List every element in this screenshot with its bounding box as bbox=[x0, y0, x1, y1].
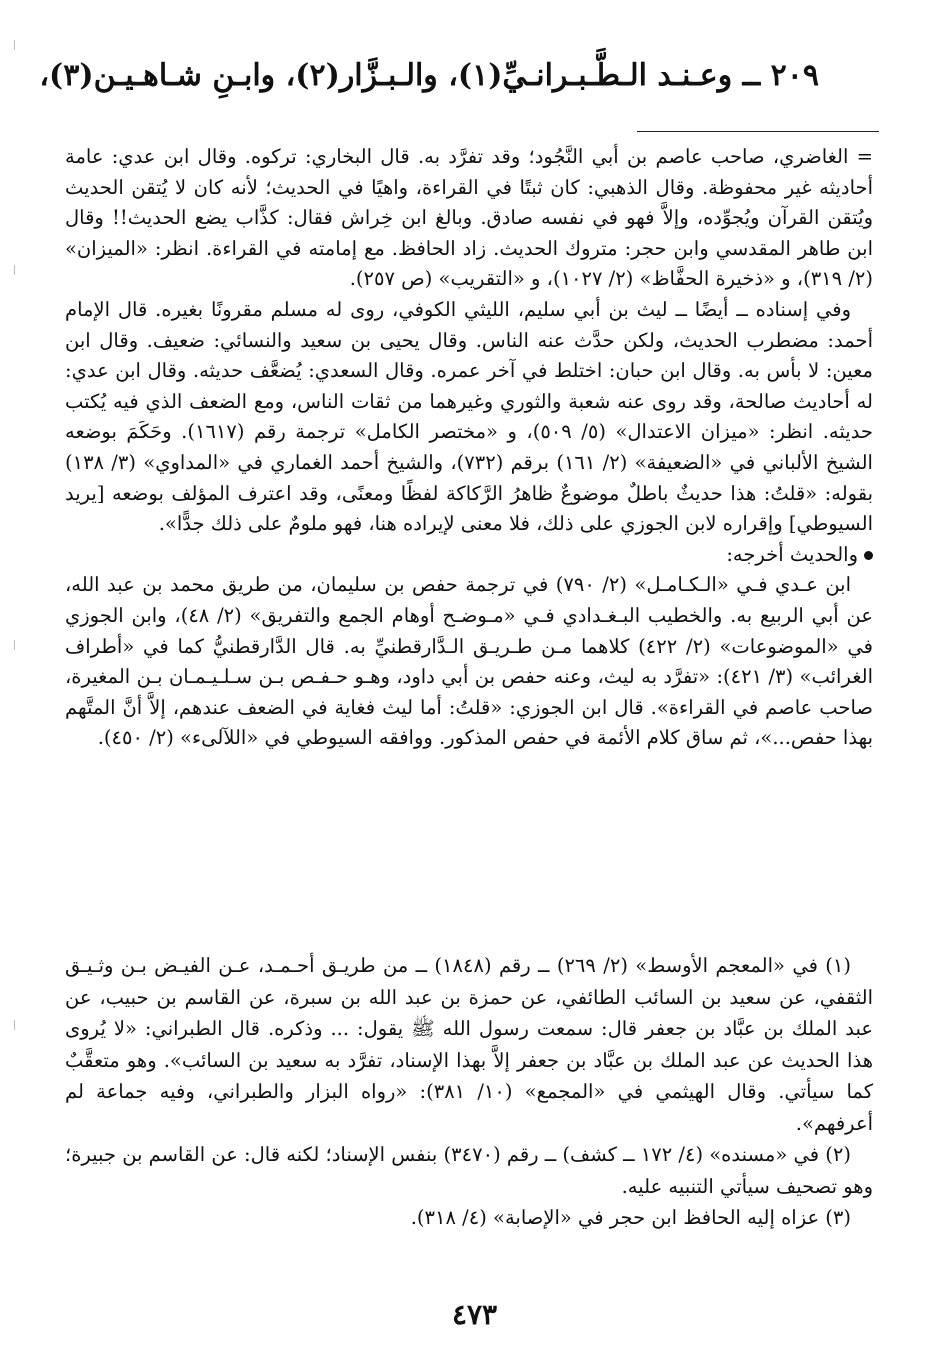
separator-rule bbox=[637, 131, 879, 132]
isnad-note-paragraph: وفي إسناده ــ أيضًا ــ ليث بن أبي سليم، الليثي الكوفي، روى له مسلم مقرونًا بغيره. قال الإمام أحمد: مضطرب الحديث، ولكن حدَّث عنه الناس. وقال يحيى بن سعيد والنسائي: ضعيف. وقال ابن معين: لا بأس به. وقال ابن حبان: اختلط في آخر عمره. وقال السعدي: يُضعَّف حديثه. وقال ابن عدي: له أحاديث صالحة، وقد روى عنه شعبة والثوري وغيرهما من ثقات الناس، ومع الضعف الذي فيه يُكتب حديثه. انظر: «ميزان الاعتدال» (٥/ ٥٠٩)، و «مختصر الكامل» ترجمة رقم (١٦١٧). وحَكَمَ بوضعه الشيخ الألباني في «الضعيفة» (٢/ ١٦١) برقم (٧٣٢)، والشيخ أحمد الغماري في «المداوي» (٣/ ١٣٨) بقوله: «قلتُ: هذا حديثٌ باطلٌ موضوعٌ ظاهرُ الرَّكاكة لفظًا ومعنًى، وقد اعترف المؤلف بوضعه [يريد السيوطي] وإقراره لابن الجوزي على ذلك، فلا معنى لإيراده هنا، فهو ملومٌ على ذلك جدًّا». bbox=[65, 297, 873, 536]
page-number: ٤٧٣ bbox=[451, 1298, 498, 1331]
scan-margin-mark bbox=[14, 640, 15, 650]
footnotes-section bbox=[65, 950, 873, 1234]
bullet-icon bbox=[864, 551, 873, 560]
hadith-heading: ٢٠٩ ــ وعـنـد الـطَّـبـرانـيِّ(١)، والـبـزَّار(٢)، وابـنِ شـاهـيـن(٣)، bbox=[39, 58, 819, 93]
takhrij-heading-text: والحديث أخرجه: bbox=[726, 542, 858, 566]
continued-notes bbox=[65, 142, 873, 754]
footnote-1: (١) في «المعجم الأوسط» (٢/ ٢٦٩) ــ رقم (١٨٤٨) ــ من طريـق أحـمـد، عـن الفيـض بـن وثـيـق الثقفي، عن سعيد بن السائب الطائفي، عن حمزة بن عبد الله بن سبرة، عن القاسم بن حبيب، عن عبد الملك بن عبَّاد بن جعفر قال: سمعت رسول الله ﷺ يقول: ... وذكره. قال الطبراني: «لا يُروى هذا الحديث عن عبد الملك بن عبَّاد بن جعفر إلاَّ بهذا الإسناد، تفرَّد به سعيد بن السائب». وهو متعقَّبٌ كما سيأتي. وقال الهيثمي في «المجمع» (١٠/ ٣٨١): «رواه البزار والطبراني، وفيه جماعة لم أعرفهم». bbox=[65, 954, 873, 1135]
takhrij-paragraph: ابن عـدي فـي «الـكـامـل» (٢/ ٧٩٠) في ترجمة حفص بن سليمان، من طريق محمد بن عبد الله، عن أبي الربيع به. والخطيب البـغـدادي فـي «مـوضـح أوهام الجمع والتفريق» (٢/ ٤٨)، وابن الجوزي في «الموضوعات» (٢/ ٤٢٢) كلاهما مـن طـريـق الـدَّارقطنيِّ به. قال الدَّارقطنيُّ كما في «أطراف الغرائب» (٣/ ٤٢١): «تفرَّد به ليث، وعنه حفص بن أبي داود، وهـو حـفـص بـن سـلـيـمـان بـن المغيرة، صاحب عاصم في القراءة». قال ابن الجوزي: «قلتُ: أما ليث فغاية في الضعف عندهم، إلاَّ أنَّ المتَّهم بهذا حفص...»، ثم ساق كلام الأئمة في حفص المذكور. ووافقه السيوطي في «اللآلىء» (٢/ ٤٥٠). bbox=[65, 573, 873, 750]
scan-margin-mark bbox=[14, 265, 15, 275]
footnote-2: (٢) في «مسنده» (٤/ ١٧٢ ــ كشف) ــ رقم (٣٤٧٠) بنفس الإسناد؛ لكنه قال: عن القاسم بن جبيرة؛ وهو تصحيف سيأتي التنبيه عليه. bbox=[65, 1143, 873, 1198]
narrator-note-paragraph: = الغاضري، صاحب عاصم بن أبي النَّجُود؛ وقد تفرَّد به. قال البخاري: تركوه. وقال ابن عدي: عامة أحاديثه غير محفوظة. وقال الذهبي: كان ثبتًا في القراءة، واهيًا في الحديث؛ لأنه كان لا يُتقن الحديث ويُتقن القرآن ويُجوِّده، وإلاَّ فهو في نفسه صادق. وبالغ ابن خِراش فقال: كذَّاب يضع الحديث!! وقال ابن طاهر المقدسي وابن حجر: متروك الحديث. زاد الحافظ. مع إمامته في القراءة. انظر: «الميزان» (٢/ ٣١٩)، و «ذخيرة الحفَّاظ» (٢/ ١٠٢٧)، و «التقريب» (ص ٢٥٧). bbox=[65, 145, 873, 291]
takhrij-heading bbox=[65, 540, 873, 571]
footnote-3: (٣) عزاه إليه الحافظ ابن حجر في «الإصابة» (٤/ ٣١٨). bbox=[410, 1206, 851, 1229]
scan-margin-mark bbox=[14, 1020, 15, 1030]
scan-margin-mark bbox=[14, 40, 15, 50]
